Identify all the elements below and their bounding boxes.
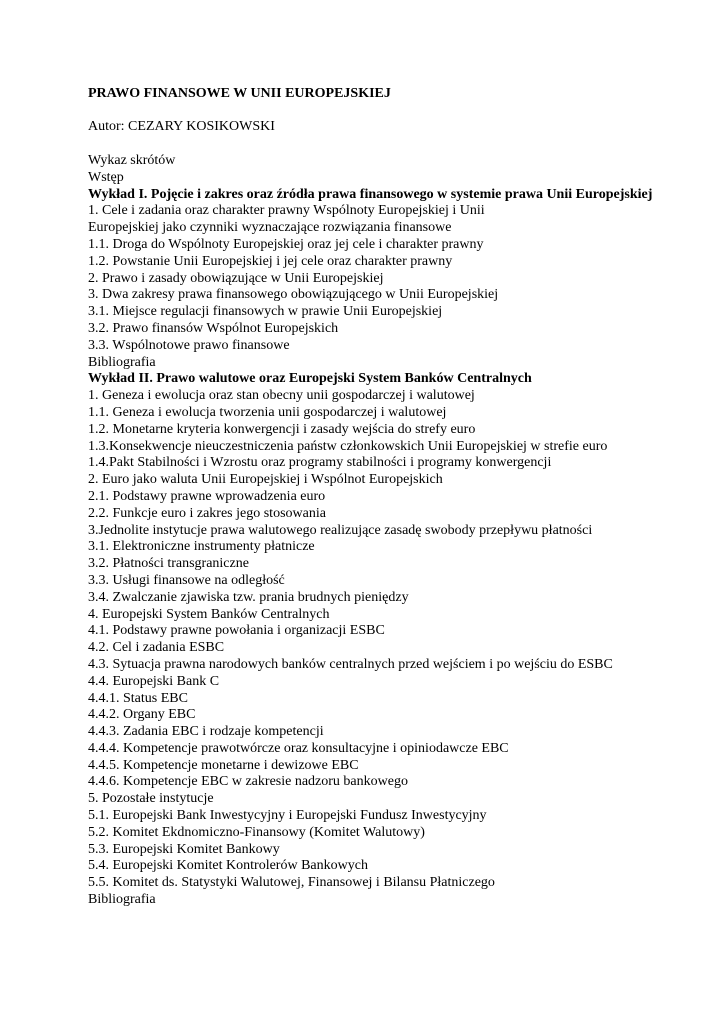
toc-entry: 5.4. Europejski Komitet Kontrolerów Bankowych — [88, 858, 368, 874]
toc-entry: 3. Dwa zakresy prawa finansowego obowiązującego w Unii Europejskiej — [88, 287, 499, 303]
toc-entry: 4.1. Podstawy prawne powołania i organizacji ESBC — [88, 623, 385, 639]
toc-entry: 5.2. Komitet Ekdnomiczno-Finansowy (Komitet Walutowy) — [88, 824, 425, 840]
toc-entry: 3.Jednolite instytucje prawa walutowego realizujące zasadę swobody przepływu płatności — [88, 522, 593, 538]
toc-entry: 3.3. Wspólnotowe prawo finansowe — [88, 337, 290, 353]
toc-entry: 4.4.2. Organy EBC — [88, 707, 196, 723]
toc-entry: 2.2. Funkcje euro i zakres jego stosowania — [88, 505, 326, 521]
toc-entry: 1.1. Geneza i ewolucja tworzenia unii gospodarczej i walutowej — [88, 404, 447, 420]
toc-entry: 1.1. Droga do Wspólnoty Europejskiej oraz jej cele i charakter prawny — [88, 236, 484, 252]
toc-entry: Europejskiej jako czynniki wyznaczające rozwiązania finansowe — [88, 220, 452, 236]
toc-entry: 4.4.3. Zadania EBC i rodzaje kompetencji — [88, 724, 324, 740]
toc-entry: 3.4. Zwalczanie zjawiska tzw. prania brudnych pieniędzy — [88, 589, 409, 605]
toc-entry: 1.3.Konsekwencje nieuczestniczenia państw członkowskich Unii Europejskiej w strefie euro — [88, 438, 608, 454]
toc-entry: 2.1. Podstawy prawne wprowadzenia euro — [88, 488, 326, 504]
toc-entry: 2. Euro jako waluta Unii Europejskiej i Wspólnot Europejskich — [88, 472, 443, 488]
toc-entry: 4.2. Cel i zadania ESBC — [88, 640, 225, 656]
toc-entry: 4.4.4. Kompetencje prawotwórcze oraz konsultacyjne i opiniodawcze EBC — [88, 740, 509, 756]
toc-entry: 4. Europejski System Banków Centralnych — [88, 606, 330, 622]
toc-entry: 3.1. Elektroniczne instrumenty płatnicze — [88, 539, 315, 555]
toc-entry: 3.2. Prawo finansów Wspólnot Europejskich — [88, 320, 339, 336]
toc-entry: 3.3. Usługi finansowe na odległość — [88, 572, 285, 588]
toc-entry: Wykaz skrótów — [88, 153, 176, 168]
document-title: PRAWO FINANSOWE W UNII EUROPEJSKIEJ — [88, 86, 391, 101]
toc-entry: 5.1. Europejski Bank Inwestycyjny i Europejski Fundusz Inwestycyjny — [88, 808, 487, 824]
toc-entry: 1.2. Monetarne kryteria konwergencji i zasady wejścia do strefy euro — [88, 421, 476, 437]
toc-entry: 2. Prawo i zasady obowiązujące w Unii Europejskiej — [88, 270, 384, 286]
toc-entry: 3.2. Płatności transgraniczne — [88, 556, 249, 572]
document-page — [88, 86, 698, 909]
table-of-contents — [88, 153, 698, 909]
toc-entry: 4.4.6. Kompetencje EBC w zakresie nadzoru bankowego — [88, 774, 408, 790]
toc-entry: 5.3. Europejski Komitet Bankowy — [88, 841, 280, 857]
toc-heading: Wykład II. Prawo walutowe oraz Europejski System Banków Centralnych — [88, 371, 532, 387]
toc-heading: Wykład I. Pojęcie i zakres oraz źródła prawa finansowego w systemie prawa Unii Europejskiej — [88, 186, 653, 202]
toc-entry: Wstęp — [88, 169, 124, 185]
toc-entry: 4.4. Europejski Bank C — [88, 673, 220, 689]
toc-entry: 4.4.5. Kompetencje monetarne i dewizowe EBC — [88, 757, 359, 773]
toc-entry: 5. Pozostałe instytucje — [88, 791, 214, 807]
toc-entry: 4.3. Sytuacja prawna narodowych banków centralnych przed wejściem i po wejściu do ESBC — [88, 656, 613, 672]
toc-entry: Bibliografia — [88, 892, 156, 908]
toc-entry: Bibliografia — [88, 354, 156, 370]
document-author: Autor: CEZARY KOSIKOWSKI — [88, 119, 275, 134]
toc-entry: 4.4.1. Status EBC — [88, 690, 188, 706]
toc-entry: 1.2. Powstanie Unii Europejskiej i jej cele oraz charakter prawny — [88, 253, 453, 269]
toc-entry: 1. Cele i zadania oraz charakter prawny Wspólnoty Europejskiej i Unii — [88, 203, 485, 219]
toc-entry: 5.5. Komitet ds. Statystyki Walutowej, Finansowej i Bilansu Płatniczego — [88, 875, 495, 891]
toc-entry: 3.1. Miejsce regulacji finansowych w prawie Unii Europejskiej — [88, 304, 443, 320]
toc-entry: 1. Geneza i ewolucja oraz stan obecny unii gospodarczej i walutowej — [88, 388, 475, 404]
toc-entry: 1.4.Pakt Stabilności i Wzrostu oraz programy stabilności i programy konwergencji — [88, 455, 552, 471]
